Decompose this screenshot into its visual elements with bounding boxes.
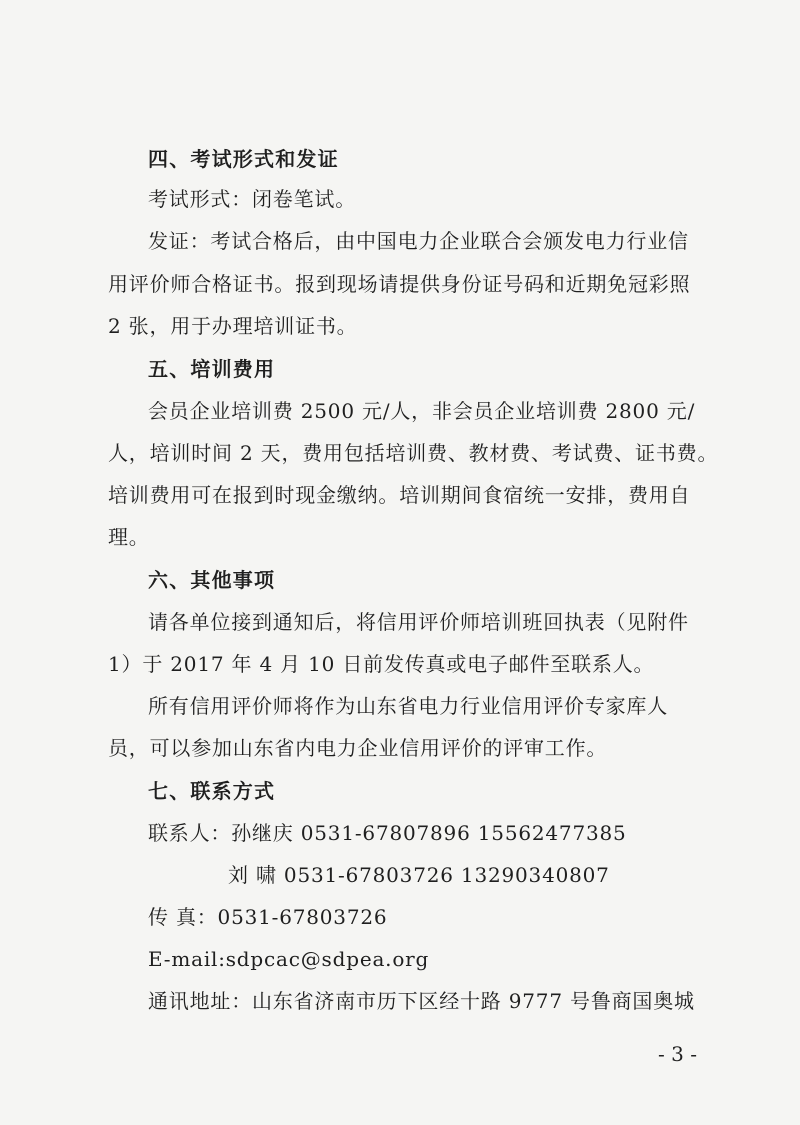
section-4-heading: 四、考试形式和发证 (148, 147, 339, 171)
section-6-heading: 六、其他事项 (148, 568, 276, 592)
contact-line-1: 联系人：孙继庆 0531-67807896 15562477385 (148, 821, 627, 845)
fax-line: 传 真：0531-67803726 (148, 905, 388, 929)
page-number: - 3 - (658, 1042, 697, 1066)
certificate-line-3: 2 张，用于办理培训证书。 (108, 314, 358, 338)
certificate-line-1: 发证：考试合格后，由中国电力企业联合会颁发电力行业信 (148, 229, 689, 253)
other-matters-line-1: 请各单位接到通知后，将信用评价师培训班回执表（见附件 (148, 610, 689, 634)
other-matters-line-4: 员，可以参加山东省内电力企业信用评价的评审工作。 (108, 736, 608, 760)
certificate-line-2: 用评价师合格证书。报到现场请提供身份证号码和近期免冠彩照 (108, 272, 691, 296)
fee-line-2: 人，培训时间 2 天，费用包括培训费、教材费、考试费、证书费。 (108, 441, 719, 465)
contact-line-2: 刘 啸 0531-67803726 13290340807 (228, 863, 610, 887)
address-line: 通讯地址：山东省济南市历下区经十路 9777 号鲁商国奥城 (148, 989, 695, 1013)
other-matters-line-2: 1）于 2017 年 4 月 10 日前发传真或电子邮件至联系人。 (108, 652, 655, 676)
email-line: E-mail:sdpcac@sdpea.org (148, 947, 430, 971)
section-5-heading: 五、培训费用 (148, 357, 276, 381)
fee-line-4: 理。 (108, 525, 150, 549)
other-matters-line-3: 所有信用评价师将作为山东省电力行业信用评价专家库人 (148, 694, 668, 718)
section-7-heading: 七、联系方式 (148, 779, 276, 803)
fee-line-1: 会员企业培训费 2500 元/人，非会员企业培训费 2800 元/ (148, 399, 696, 423)
exam-format-line: 考试形式：闭卷笔试。 (148, 187, 356, 211)
fee-line-3: 培训费用可在报到时现金缴纳。培训期间食宿统一安排，费用自 (108, 483, 691, 507)
